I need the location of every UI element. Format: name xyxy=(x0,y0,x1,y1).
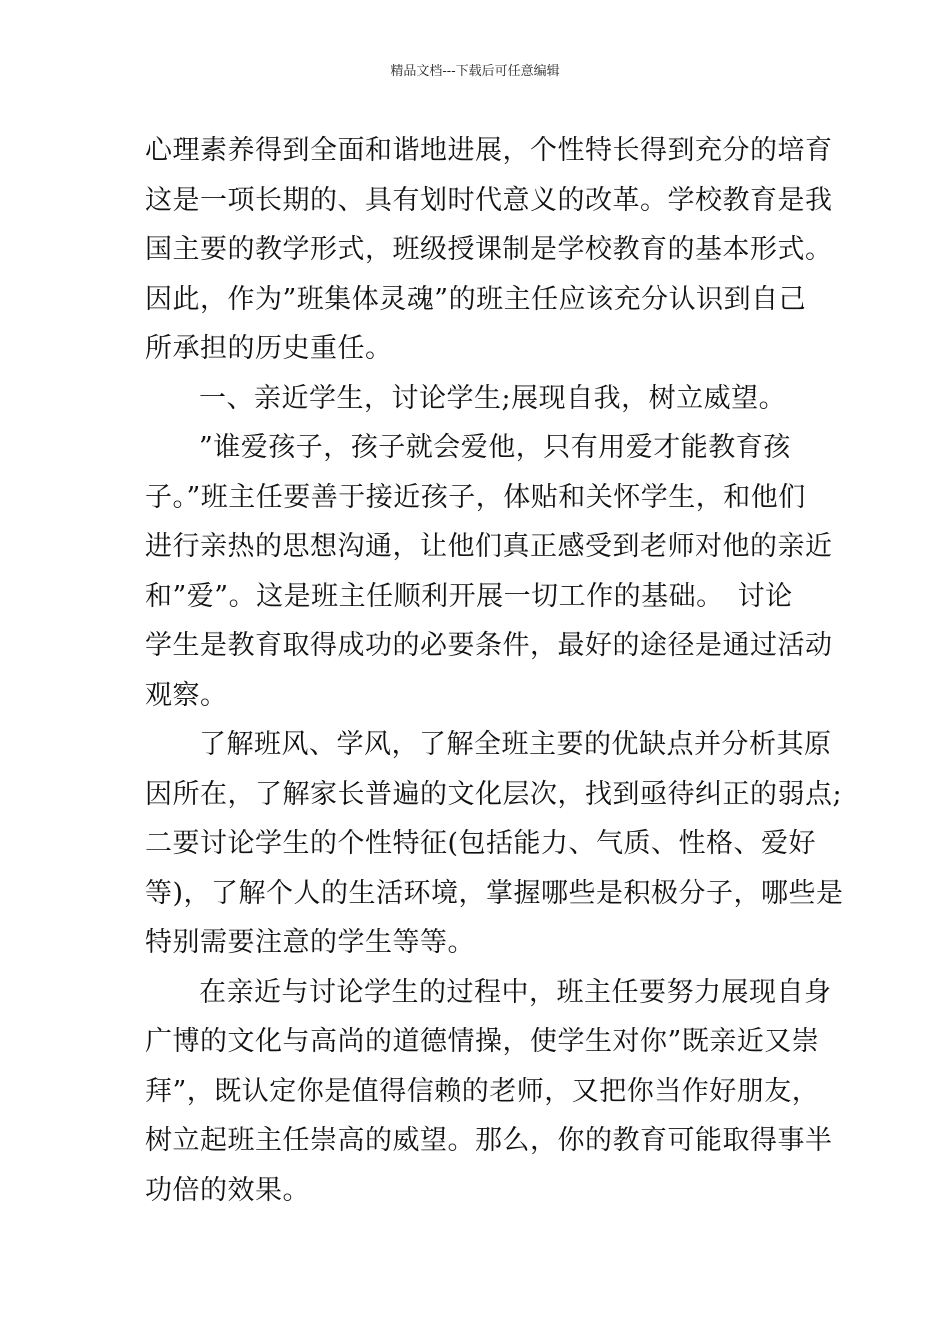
text-line: 国主要的教学形式，班级授课制是学校教育的基本形式。 xyxy=(145,234,833,265)
text-line: 在亲近与讨论学生的过程中，班主任要努力展现自身 xyxy=(199,976,832,1008)
text-line: 了解班风、学风，了解全班主要的优缺点并分析其原 xyxy=(199,729,832,760)
text-line: 因所在，了解家长普遍的文化层次，找到亟待纠正的弱点; xyxy=(145,778,843,810)
text-line: 树立起班主任崇高的威望。那么，你的教育可能取得事半 xyxy=(145,1125,833,1156)
text-line: 等)，了解个人的生活环境，掌握哪些是积极分子，哪些是 xyxy=(145,877,844,909)
text-line: 广博的文化与高尚的道德情操，使学生对你”既亲近又崇 xyxy=(145,1026,820,1057)
text-line: 因此，作为”班集体灵魂”的班主任应该充分认识到自己 xyxy=(145,283,807,315)
text-line: 和”爱”。这是班主任顺利开展一切工作的基础。 讨论 xyxy=(145,580,793,612)
text-line: 拜”，既认定你是值得信赖的老师，又把你当作好朋友， xyxy=(145,1075,820,1107)
text-line: 功倍的效果。 xyxy=(145,1174,310,1206)
page-header: 精品文档---下载后可任意编辑 xyxy=(390,64,560,79)
section-heading: 一、亲近学生，讨论学生;展现自我，树立威望。 xyxy=(199,382,787,414)
text-line: 进行亲热的思想沟通，让他们真正感受到老师对他的亲近 xyxy=(145,531,833,562)
text-line: 学生是教育取得成功的必要条件，最好的途径是通过活动 xyxy=(145,630,833,661)
text-line: 所承担的历史重任。 xyxy=(145,333,393,364)
body-text xyxy=(145,126,844,1215)
text-line: ”谁爱孩子，孩子就会爱他，只有用爱才能教育孩 xyxy=(199,432,791,463)
text-line: 特别需要注意的学生等等。 xyxy=(145,927,475,958)
text-line: 这是一项长期的、具有划时代意义的改革。学校教育是我 xyxy=(145,184,833,216)
text-line: 二要讨论学生的个性特征(包括能力、气质、性格、爱好 xyxy=(145,828,817,859)
text-line: 心理素养得到全面和谐地进展，个性特长得到充分的培育 xyxy=(145,135,833,166)
text-line: 观察。 xyxy=(145,679,228,711)
text-line: 子。”班主任要善于接近孩子，体贴和关怀学生，和他们 xyxy=(145,481,806,513)
